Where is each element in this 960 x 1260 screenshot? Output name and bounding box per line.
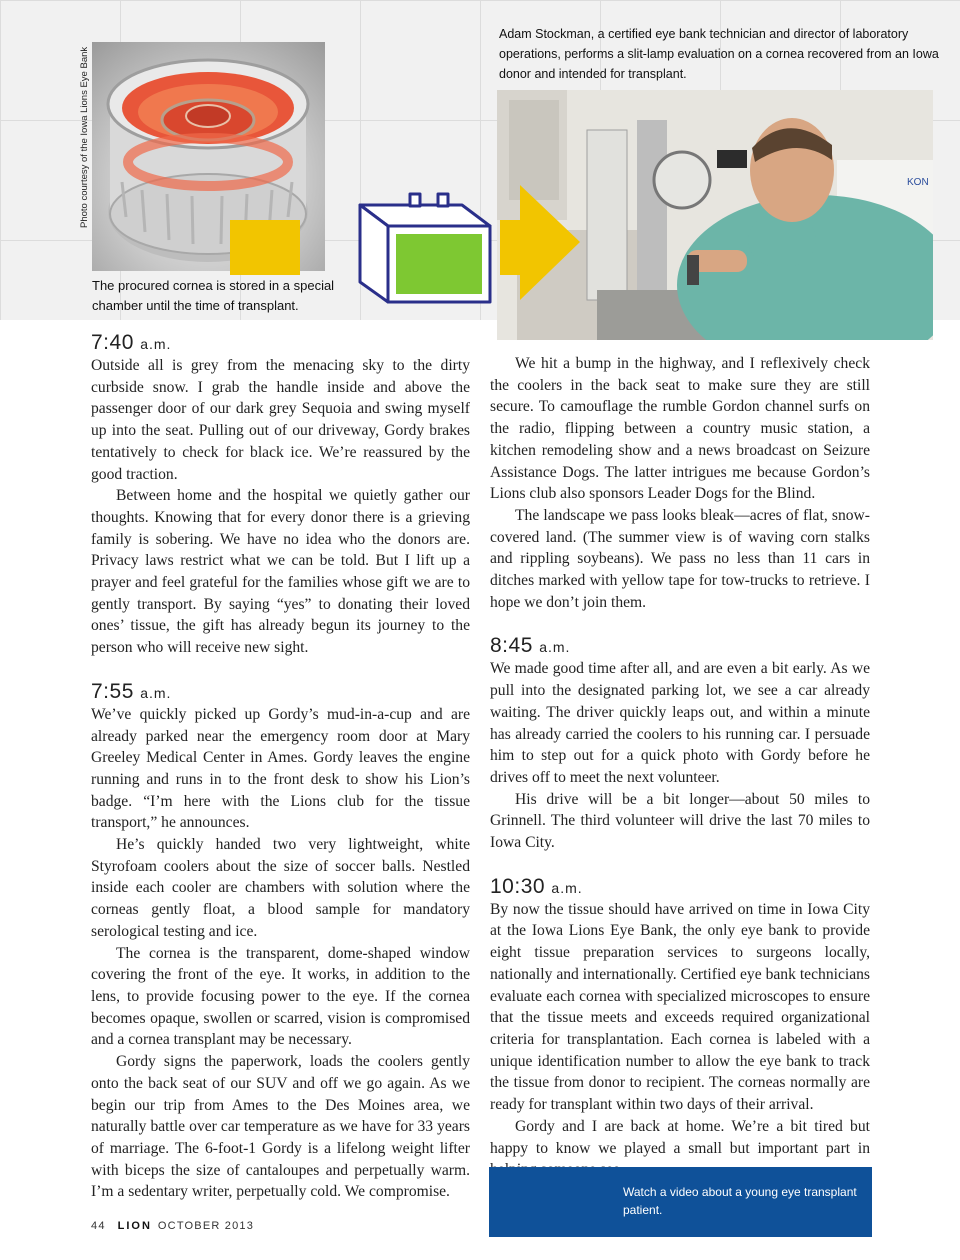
paragraph: The landscape we pass looks bleak—acres of flat, snow-covered land. (The summer view is of waving corn stalks and rippling soybeans). We pass no less than 11 cars in ditches marked with yellow tape for tow-trucks to retrieve. I hope we don’t join them.	[490, 506, 870, 611]
caption-left: The procured cornea is stored in a special chamber until the time of transplant.	[92, 278, 335, 313]
paragraph: Gordy signs the paperwork, loads the coolers gently onto the back seat of our SUV and off we go again. As we begin our trip from Ames to the Des Moines area, we naturally battle over car temperature as we have for 33 years of marriage. The 6-foot-1 Gordy is a lifelong weight lifter with biceps the size of cantaloupes and perpetually warm. I’m a sedentary writer, perpetually cold. We compromise.	[91, 1053, 470, 1201]
paragraph: He’s quickly handed two very lightweight, white Styrofoam coolers about the size of soccer balls. Nestled inside each cooler are chambers with solution where the corneas gently float, a blood sample for mandatory serological testing and ice.	[91, 836, 470, 940]
paragraph: Outside all is grey from the menacing sky to the dirty curbside snow. I grab the handle inside and above the passenger door of our dark grey Sequoia and swing myself up into the seat. Pulling out of our driveway, Gordy brakes tentatively to check for black ice. We’re reassured by the good traction.	[91, 357, 470, 483]
svg-text:KON: KON	[907, 177, 929, 188]
timestamp-740	[91, 332, 470, 355]
time-value: 7:55	[91, 679, 134, 703]
issue-date: OCTOBER 2013	[157, 1220, 255, 1232]
time-ampm: a.m.	[140, 684, 172, 701]
article-column-right	[490, 353, 870, 1181]
cooler-arrow-graphic	[230, 180, 590, 310]
paragraph: Between home and the hospital we quietly gather our thoughts. Knowing that for every donor there is a grieving family is sobering. We have no idea who the donors are. Privacy laws restrict what we can be told. But I lift up a prayer and feel grateful for the families whose gift we are to gently transport. By saying “yes” to donating their loved ones’ tissue, the gift has already begun its journey to the person who will receive new sight.	[91, 487, 470, 657]
photo-credit: Photo courtesy of the Iowa Lions Eye Bank	[79, 46, 90, 228]
paragraph: His drive will be a bit longer—about 50 miles to Grinnell. The third volunteer will drive the last 70 miles to Iowa City.	[490, 790, 870, 852]
article-column-left	[91, 332, 470, 1203]
paragraph: Gordy and I are back at home. We’re a bit tired but happy to know we played a small but important part in	[490, 1117, 870, 1157]
timestamp-755	[91, 681, 470, 704]
paragraph: We made good time after all, and are even a bit early. As we pull into the designated parking lot, we see a car already waiting. The driver quickly leaps out, and within a minute has already carried the coolers to his running car. I persuade him to step out for a quick photo with Gordy before he drives off to meet the next volunteer.	[490, 660, 870, 786]
timestamp-845	[490, 635, 870, 658]
time-ampm: a.m.	[551, 879, 583, 896]
magazine-name: LION	[117, 1220, 152, 1232]
time-ampm: a.m.	[539, 639, 571, 656]
video-link-box[interactable]	[489, 1167, 872, 1237]
caption-right: Adam Stockman, a certified eye bank technician and director of laboratory operations, performs a slit-lamp evaluation on a cornea recovered from an Iowa donor and intended for transplant.	[499, 27, 939, 81]
page-number: 44	[91, 1220, 106, 1232]
timestamp-1030	[490, 876, 870, 899]
paragraph: We’ve quickly picked up Gordy’s mud-in-a-cup and are already parked near the emergency room door at Mary Greeley Medical Center in Ames. Gordy leaves the engine running and runs in to the front desk to show his Lion’s badge. “I’m here with the Lions club for the tissue transport,” he announces.	[91, 705, 470, 832]
paragraph: We hit a bump in the highway, and I reflexively check the coolers in the back seat to make sure they are still secure. To camouflage the rumble Gordon channel surfs on the radio, flipping between a country music station, a kitchen remodeling show and a news broadcast on Seizure Assistance Dogs. The latter intrigues me because Gordon’s Lions club also sponsors Leader Dogs for the Blind.	[490, 355, 870, 503]
time-value: 10:30	[490, 874, 546, 898]
video-link-text[interactable]: Watch a video about a young eye transplant patient.	[623, 1185, 857, 1217]
paragraph: The cornea is the transparent, dome-shaped window covering the front of the eye. It works, in addition to the lens, to provide focusing power to the eye. If the cornea becomes opaque, swollen or scarred, vision is compromised and a cornea transplant may be necessary.	[91, 944, 470, 1049]
page-footer	[91, 1220, 254, 1232]
time-ampm: a.m.	[140, 336, 172, 352]
time-value: 7:40	[91, 331, 134, 354]
time-value: 8:45	[490, 634, 533, 658]
paragraph: By now the tissue should have arrived on time in Iowa City at the Iowa Lions Eye Bank, the only eye bank to provide eight tissue preparation services to surgeons locally, nationally and internationally. Certified eye bank technicians evaluate each cornea with specialized microscopes to ensure that the tissue meets and exceeds required organizational criteria for transplantation. Each cornea is labeled with a unique identification number to allow the eye bank to track the tissue from donor to recipient. The corneas normally are ready for transplant within two days of their arrival.	[490, 900, 870, 1114]
